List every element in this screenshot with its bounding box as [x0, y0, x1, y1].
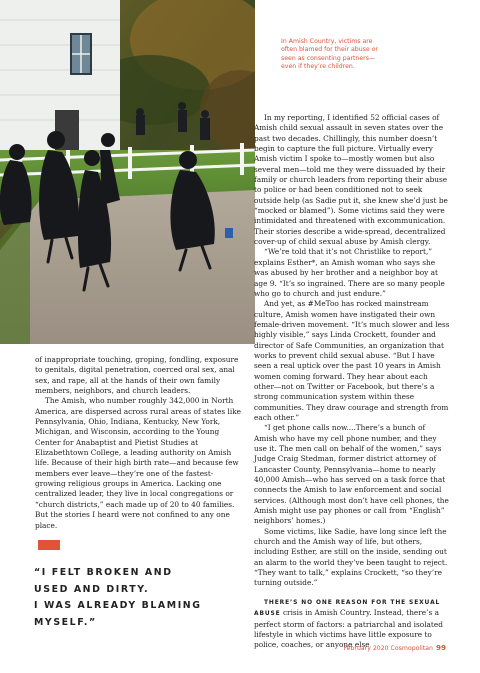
- body-paragraph: And yet, as #MeToo has rocked mainstream culture, Amish women have instigated their own female-driven movement. “It’s much slower and less highly visible,” says Linda Crockett, founder and director of Safe Communities, an organization that works to prevent child sexual abuse. “But I have seen a real uptick over the past 10 years in Amish women coming forward. They hear about each other—not on Twitter or Facebook, but there’s a strong communication system within these communities. They draw courage and strength from each other.”: [254, 299, 450, 422]
- photo-caption: [281, 38, 431, 71]
- body-column-left: [35, 355, 242, 531]
- body-paragraph: In my reporting, I identified 52 official cases of Amish child sexual assault in seven states over the past two decades. Chillingly, this number doesn’t begin to capture the full picture. Virtually every Amish victim I spoke to—mostly women but also several men—told me they were dissuaded by their family or church leaders from reporting their abuse to police or had been conditioned not to seek outside help (as Sadie put it, she knew she’d just be “mocked or blamed”). Some victims said they were intimidated and threatened with excommunication. Their stories describe a wide-spread, decentralized cover-up of child sexual abuse by Amish clergy.: [254, 113, 448, 247]
- issue-label: February 2020 Cosmopolitan: [343, 645, 433, 652]
- pullquote-line: MYSELF.”: [34, 616, 97, 628]
- body-paragraph: Some victims, like Sadie, have long since left the church and the Amish way of life, but others, including Esther, are still on the inside, sending out an alarm to the world they’ve been taught to reject. “They want to talk,” explains Crockett, “so they’re turning outside.”: [254, 526, 448, 588]
- body-paragraph: “We’re told that it’s not Christlike to report,” explains Esther*, an Amish woman who says she was abused by her brother and a neighbor boy at age 9. “It’s so ingrained. There are so many people who go to church and just endure.”: [254, 247, 445, 298]
- body-paragraph: The Amish, who number roughly 342,000 in North America, are dispersed across rural areas of states like Pennsylvania, Ohio, Indiana, Kentucky, New York, Michigan, and Wisconsin, according to the Young Center for Anabaptist and Pietist Studies at Elizabethtown College, a leading authority on Amish life. Because of their high birth rate—and because few members ever leave—they’re one of the fastest-growing religious groups in America. Lacking one centralized leader, they live in local congregations or “church districts,” each made up of 20 to 40 families. But the stories I heard were not confined to any one place.: [35, 396, 242, 530]
- photo-illustration: [0, 0, 255, 344]
- caption-line: often blamed for their abuse or: [281, 46, 378, 54]
- photo-amish-children-running: [0, 0, 255, 344]
- pullquote-accent-bar: [38, 540, 60, 550]
- pullquote-line: USED AND DIRTY.: [34, 583, 150, 595]
- caption-line: even if they’re children.: [281, 62, 355, 70]
- caption-line: In Amish Country, victims are: [281, 38, 373, 45]
- lunchbox-icon: [225, 228, 233, 238]
- body-text: crisis in Amish Country. Instead, there’s a perfect storm of factors: a patriarchal and isolated lifestyle in which victims have little exposure to police, coaches, or anyone else: [254, 608, 443, 650]
- pullquote: [34, 565, 234, 631]
- body-column-right: [254, 113, 450, 651]
- pullquote-line: I WAS ALREADY BLAMING: [34, 600, 202, 611]
- body-paragraph: of inappropriate touching, groping, fondling, exposure to genitals, digital penetration, coerced oral sex, anal sex, and rape, all at the hands of their own family members, neighbors, and church leaders.: [35, 355, 239, 396]
- section-subhead: THERE’S NO ONE REASON FOR THE SEXUAL ABUSE: [254, 599, 441, 618]
- page-number: 99: [435, 643, 446, 652]
- caption-line: seen as consenting partners—: [281, 54, 376, 62]
- pullquote-line: “I FELT BROKEN AND: [34, 567, 173, 578]
- page-folio: [343, 643, 446, 652]
- body-paragraph: “I get phone calls now....There’s a bunch of Amish who have my cell phone number, and they use it. The men call on behalf of the women,” says Judge Craig Stedman, former district attorney of Lancaster County, Pennsylvania—home to nearly 40,000 Amish—who has served on a task force that connects the Amish to law enforcement and social services. (Although most don’t have cell phones, the Amish might use pay phones or call from “English” neighbors’ homes.): [254, 423, 449, 526]
